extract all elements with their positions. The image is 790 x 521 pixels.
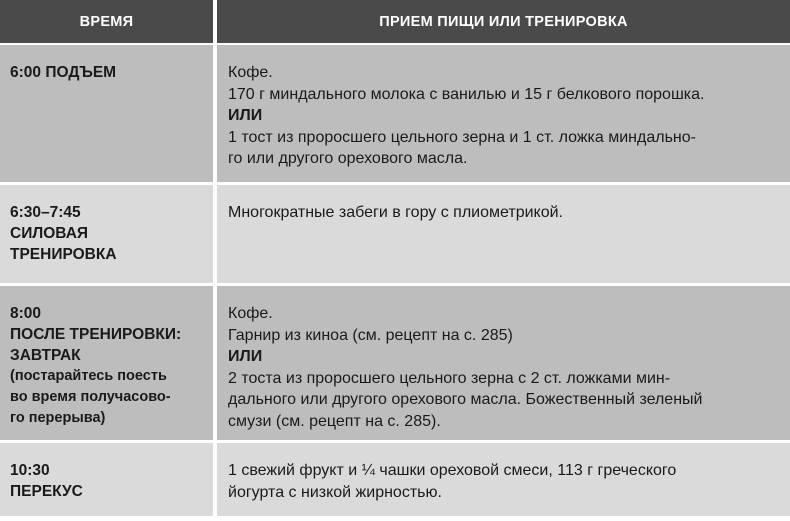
time-line: ЗАВТРАК (10, 347, 81, 364)
content-cell-wakeup (217, 45, 790, 185)
time-cell-snack (0, 443, 217, 519)
time-line: ТРЕНИРОВКА (10, 246, 117, 263)
time-cell-wakeup (0, 45, 217, 185)
content-line: 1 тост из проросшего цельного зерна и 1 ст. ложка миндально- (228, 128, 696, 146)
content-line: Кофе. (228, 64, 273, 81)
content-cell-workout (217, 185, 790, 286)
or-separator: ИЛИ (228, 107, 263, 124)
content-line: 2 тоста из проросшего цельного зерна с 2 ст. ложками мин- (228, 369, 671, 387)
content-line: дального или другого орехового масла. Божественный зеленый (228, 391, 703, 408)
content-line: 1 свежий фрукт и ¼ чашки ореховой смеси, 113 г греческого (228, 462, 677, 479)
time-line: 8:00 (10, 305, 42, 322)
header-time: ВРЕМЯ (0, 0, 217, 45)
time-cell-workout (0, 185, 217, 286)
content-cell-snack (217, 443, 790, 519)
time-note-line: во время получасово- (10, 389, 171, 405)
header-meal-or-workout: ПРИЕМ ПИЩИ ИЛИ ТРЕНИРОВКА (217, 0, 790, 45)
content-line: йогурта с низкой жирностью. (228, 483, 442, 501)
content-line: 170 г миндального молока с ванилью и 15 г белкового порошка. (228, 85, 705, 103)
content-line: смузи (см. рецепт на с. 285). (228, 412, 441, 430)
content-cell-breakfast (217, 286, 790, 443)
time-line: ПОСЛЕ ТРЕНИРОВКИ: (10, 326, 182, 343)
content-line: Гарнир из киноа (см. рецепт на с. 285) (228, 326, 513, 344)
time-note-line: го перерыва) (10, 410, 106, 426)
time-line: 6:30–7:45 (10, 204, 81, 221)
content-line: Многократные забеги в гору с плиометрикой. (228, 204, 563, 221)
time-line: 10:30 (10, 462, 50, 479)
time-note-line: (постарайтесь поесть (10, 368, 167, 384)
content-line: го или другого орехового масла. (228, 150, 468, 167)
content-line: Кофе. (228, 305, 273, 322)
time-line: ПЕРЕКУС (10, 483, 83, 500)
or-separator: ИЛИ (228, 348, 263, 365)
time-line: 6:00 ПОДЪЕМ (10, 64, 117, 81)
time-line: СИЛОВАЯ (10, 225, 89, 242)
time-cell-breakfast (0, 286, 217, 443)
